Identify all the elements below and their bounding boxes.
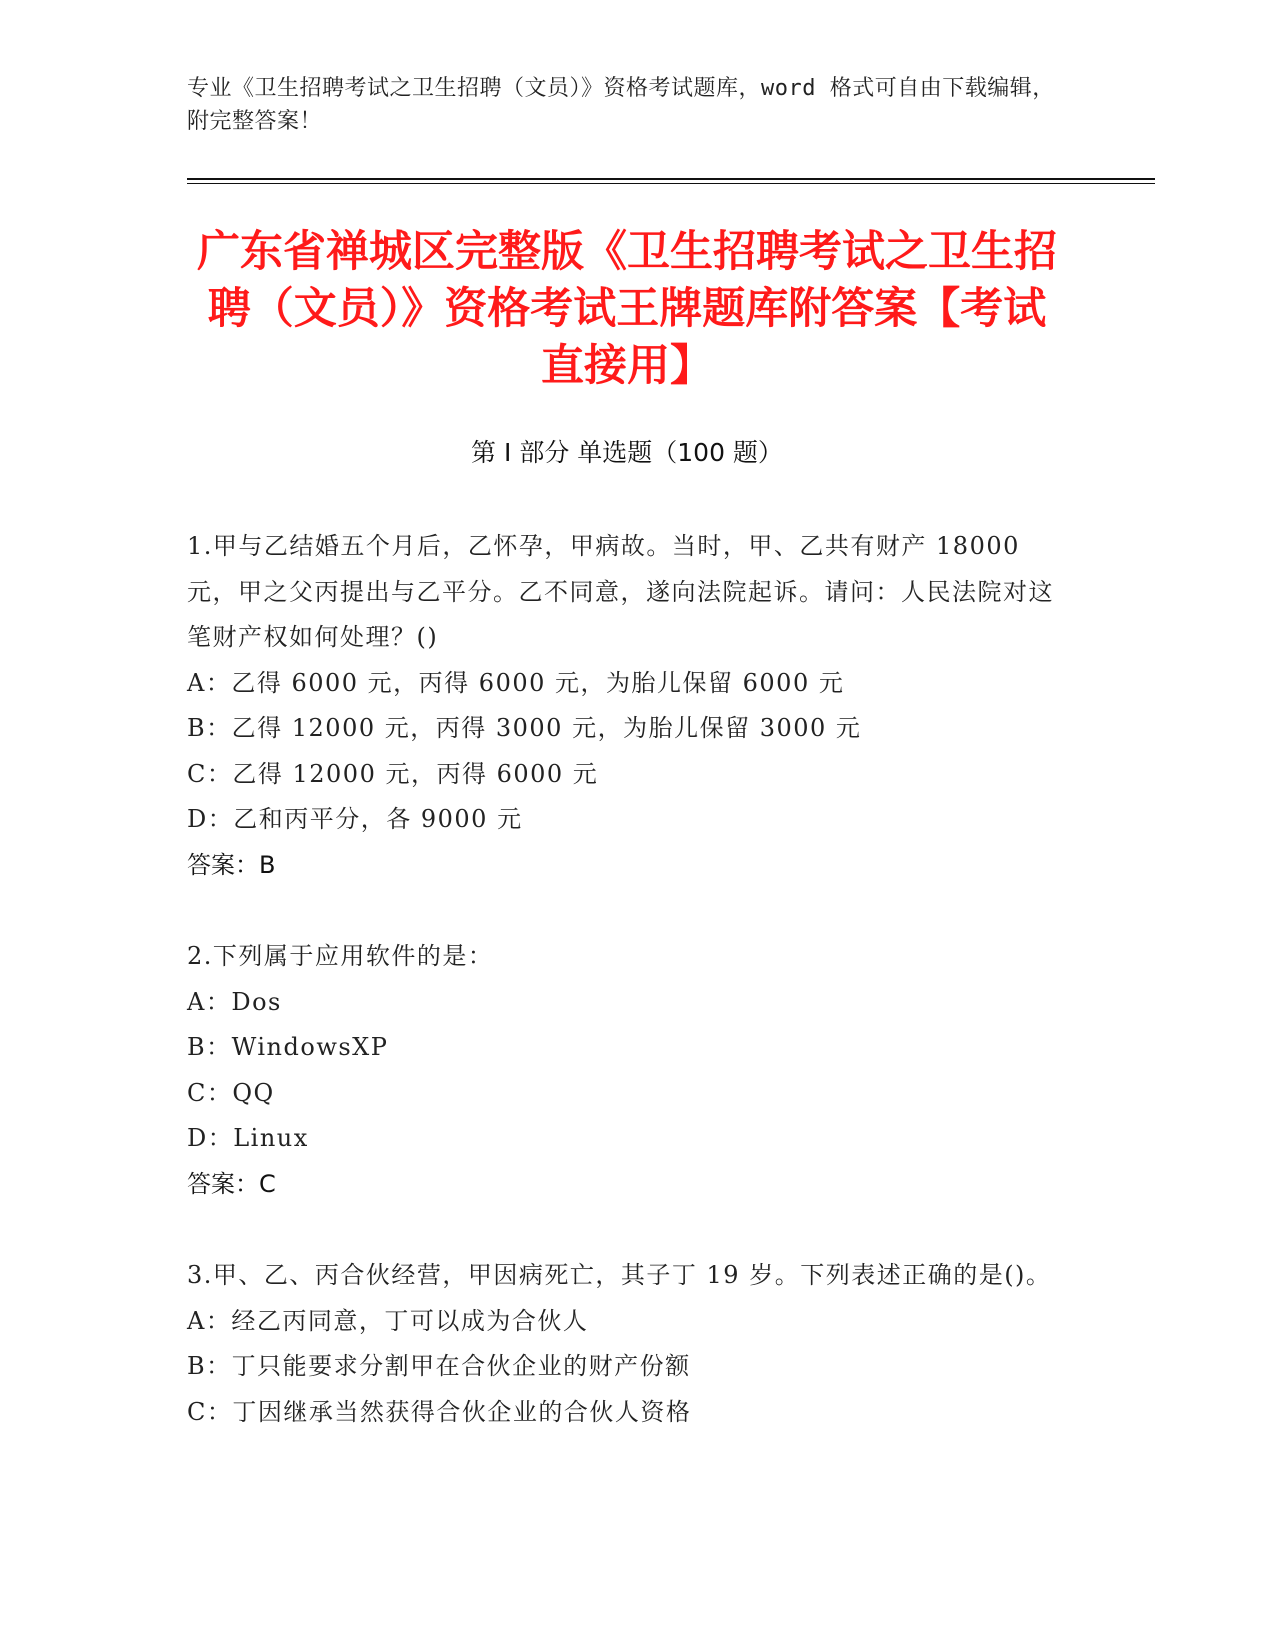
option-b: B：乙得 12000 元，丙得 3000 元，为胎儿保留 3000 元 [187,714,862,742]
option-c: C：丁因继承当然获得合伙企业的合伙人资格 [187,1397,692,1426]
option-a: A：乙得 6000 元，丙得 6000 元，为胎儿保留 6000 元 [187,668,845,697]
question-1 [187,524,1067,888]
answer: 答案：B [187,850,276,879]
answer: 答案：C [187,1169,276,1198]
option-c: C：QQ [187,1078,275,1107]
option-c: C：乙得 12000 元，丙得 6000 元 [187,759,599,788]
option-d: D：Linux [187,1124,309,1152]
option-d: D：乙和丙平分，各 9000 元 [187,805,523,833]
option-a: A：Dos [187,987,282,1016]
question-stem: 2.下列属于应用软件的是： [187,942,494,970]
document-title: 广东省禅城区完整版《卫生招聘考试之卫生招聘（文员）》资格考试王牌题库附答案【考试直接用】 [197,227,1057,391]
question-2 [187,934,1067,1207]
header-rule-thick [187,178,1155,180]
section-title: 第 I 部分 单选题（100 题） [471,438,783,467]
option-a: A：经乙丙同意，丁可以成为合伙人 [187,1306,589,1335]
question-stem: 3.甲、乙、丙合伙经营，甲因病死亡，其子丁 19 岁。下列表述正确的是()。 [187,1261,1052,1289]
option-b: B：丁只能要求分割甲在合伙企业的财产份额 [187,1352,691,1380]
option-b: B：WindowsXP [187,1033,389,1061]
question-list [187,524,1067,1481]
question-stem: 1.甲与乙结婚五个月后，乙怀孕，甲病故。当时，甲、乙共有财产 18000 元，甲之父丙提出与乙平分。乙不同意，遂向法院起诉。请问：人民法院对这笔财产权如何处理？() [187,532,1054,651]
header-note: 专业《卫生招聘考试之卫生招聘（文员）》资格考试题库，word 格式可自由下载编辑，附完整答案！ [187,76,1055,134]
header-rule-thin [187,183,1155,184]
question-3 [187,1253,1067,1435]
